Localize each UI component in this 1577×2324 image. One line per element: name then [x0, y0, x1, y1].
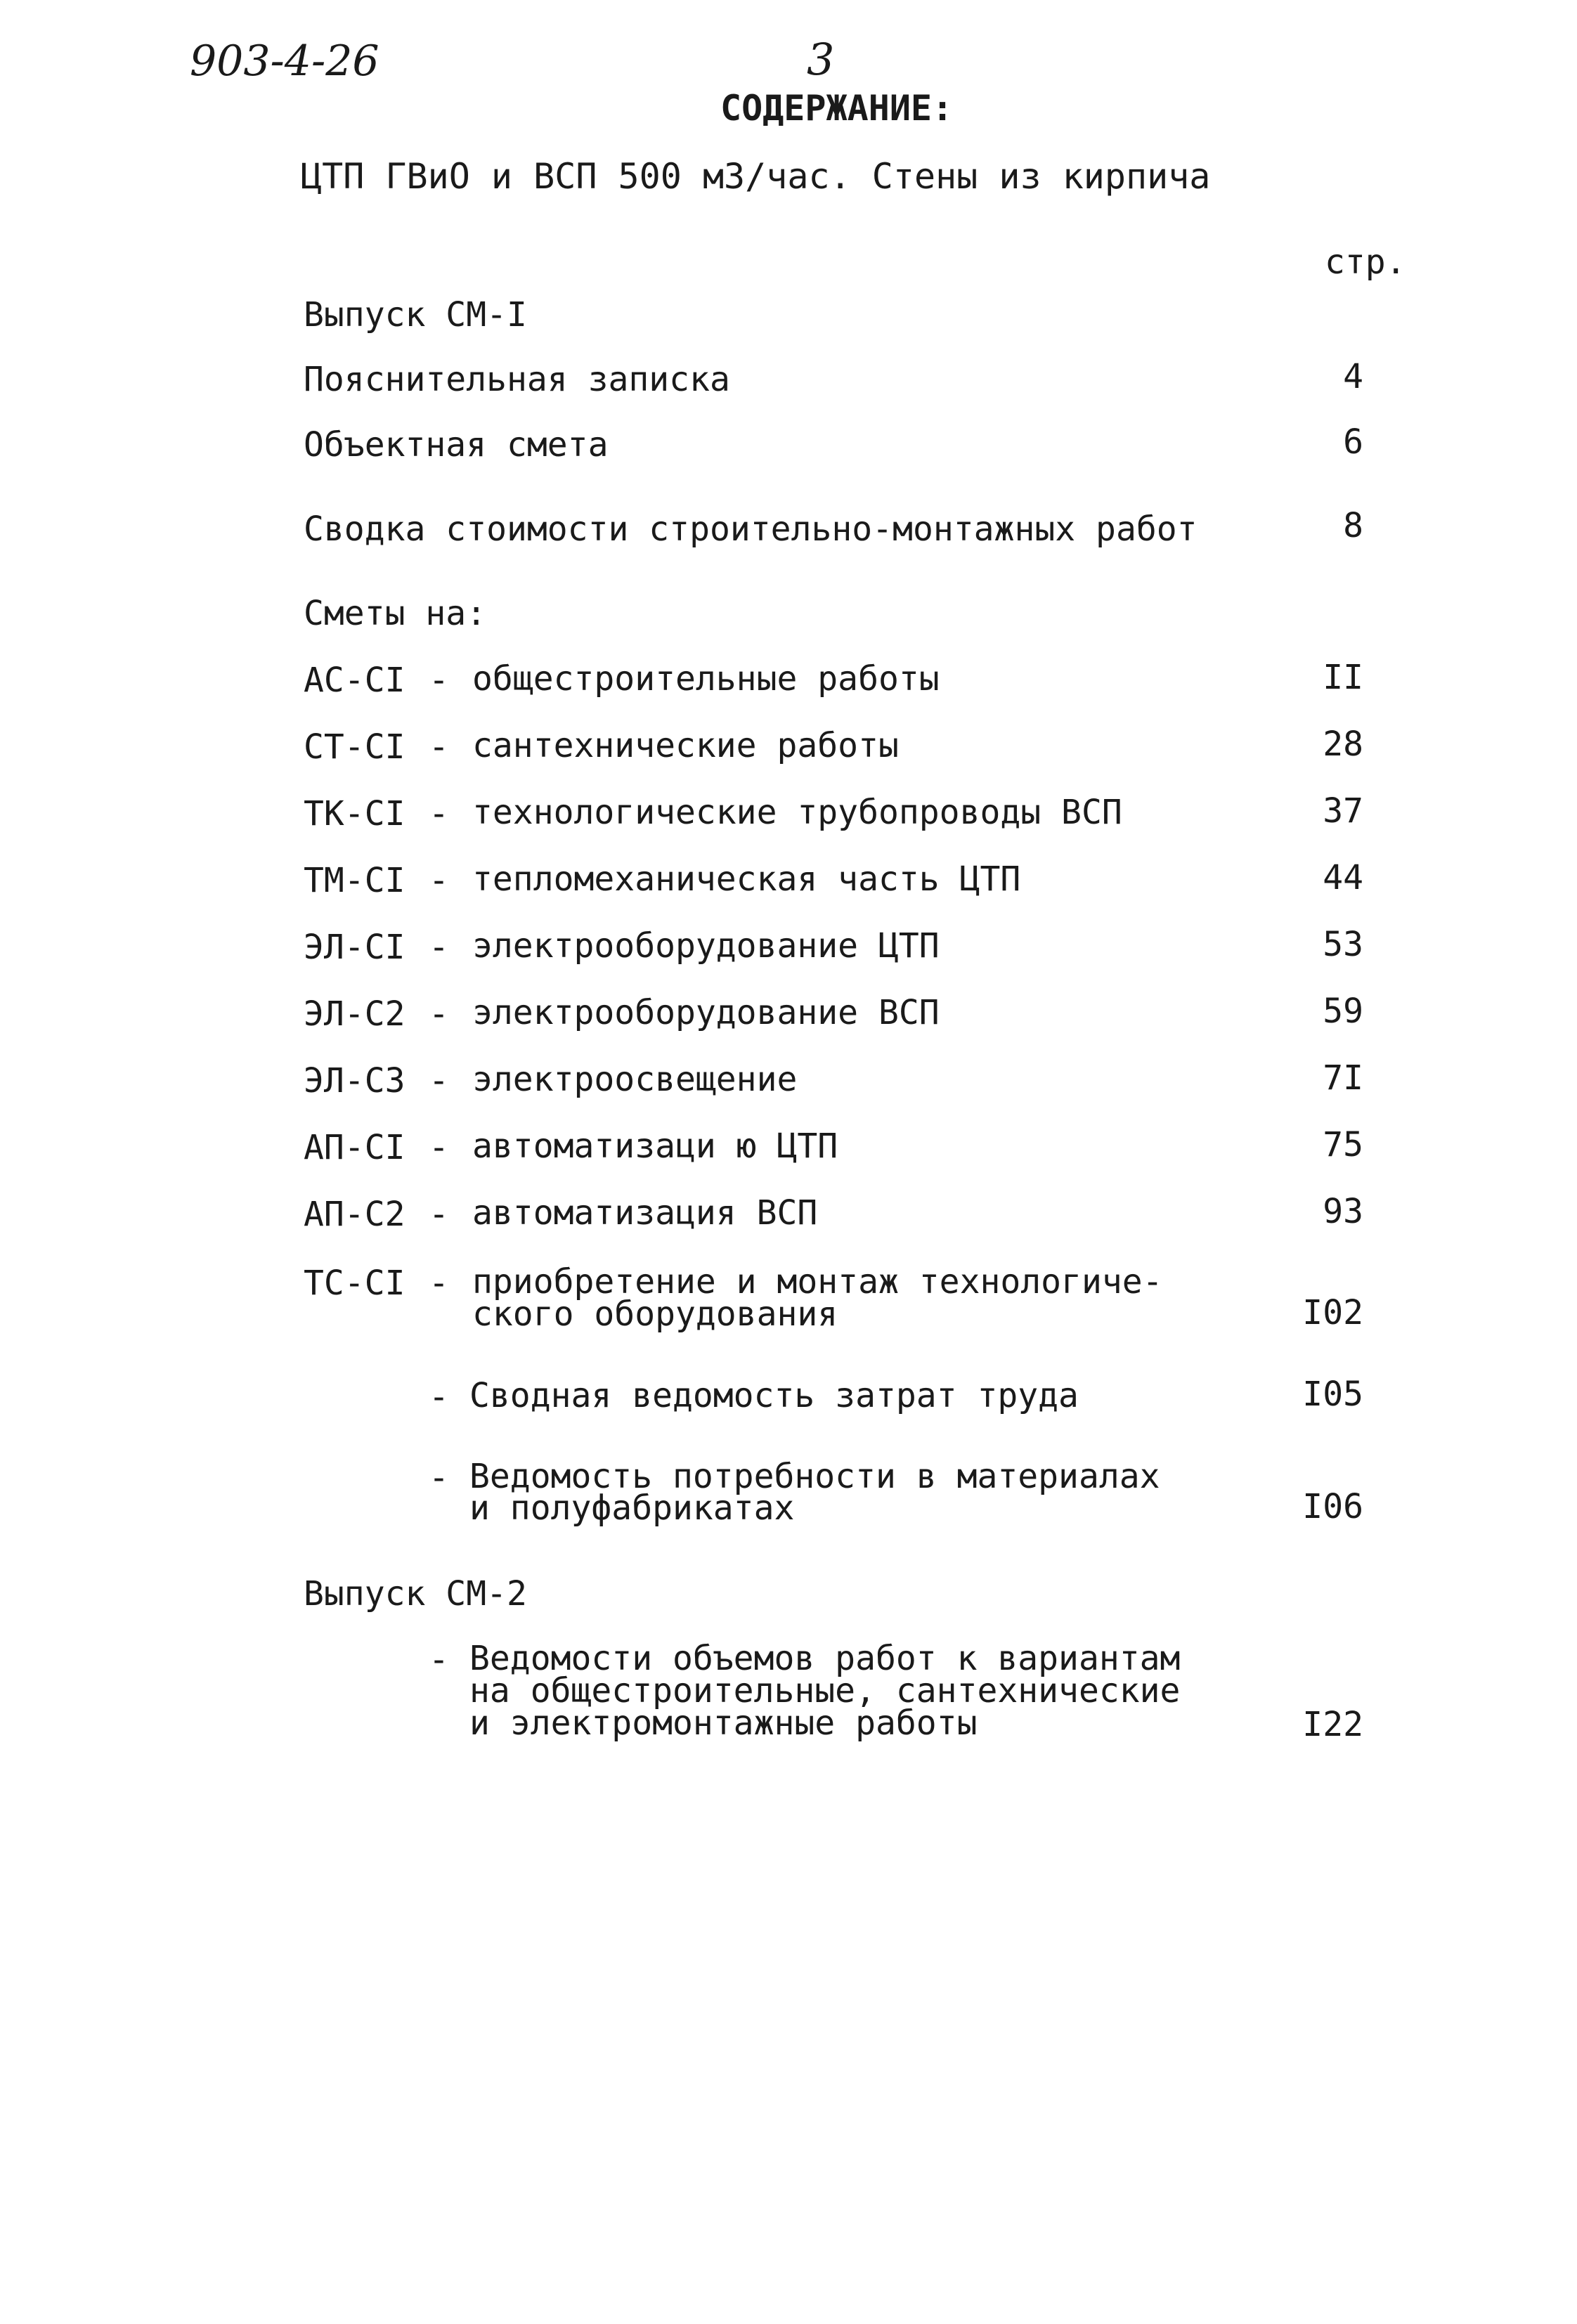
estimate-description: электрооборудование ЦТП: [472, 926, 940, 966]
estimate-description: автоматизация ВСП: [472, 1193, 818, 1233]
estimate-page: 44: [1323, 858, 1363, 897]
release-2-description-line-1: Ведомости объемов работ к вариантам: [469, 1639, 1181, 1678]
estimate-code: ТМ-СI: [304, 861, 405, 900]
estimate-code: АП-С2: [304, 1195, 405, 1234]
estimate-dash: -: [429, 1061, 449, 1101]
estimate-description: электрооборудование ВСП: [472, 993, 940, 1032]
estimate-description-line-1: приобретение и монтаж технологиче-: [472, 1262, 1163, 1301]
toc-entry-label: Сводка стоимости строительно-монтажных работ: [304, 509, 1198, 549]
summary-description-line-2: и полуфабрикатах: [469, 1488, 795, 1528]
estimate-description: общестроительные работы: [472, 659, 940, 699]
estimate-dash: -: [429, 1195, 449, 1234]
toc-entry-label: Объектная смета: [304, 425, 609, 465]
estimate-page: 59: [1323, 992, 1363, 1031]
estimates-title: Сметы на:: [304, 594, 487, 633]
estimate-code: ЭЛ-С3: [304, 1061, 405, 1101]
estimate-dash: -: [429, 1128, 449, 1167]
estimate-code: ТК-СI: [304, 794, 405, 833]
page-number: 3: [807, 34, 835, 85]
summary-description: Сводная ведомость затрат труда: [469, 1376, 1079, 1415]
estimate-description: сантехнические работы: [472, 726, 899, 765]
estimate-code: АС-СI: [304, 661, 405, 700]
estimate-code: ЭЛ-СI: [304, 928, 405, 967]
estimate-page: 7I: [1323, 1058, 1363, 1098]
release-2-dash: -: [429, 1640, 449, 1680]
estimate-page: 37: [1323, 791, 1363, 831]
summary-dash: -: [429, 1458, 449, 1498]
estimate-page: II: [1323, 658, 1363, 697]
contents-heading: СОДЕРЖАНИЕ:: [720, 88, 954, 129]
estimate-description: электроосвещение: [472, 1060, 798, 1099]
summary-page: I06: [1302, 1487, 1363, 1526]
toc-entry-page: 8: [1343, 506, 1363, 545]
estimate-code: ТС-СI: [304, 1264, 405, 1303]
estimate-dash: -: [429, 1264, 449, 1303]
summary-dash: -: [429, 1377, 449, 1417]
estimate-description: технологические трубопроводы ВСП: [472, 793, 1122, 832]
estimate-description: тепломеханическая часть ЦТП: [472, 859, 1021, 899]
release-2-page: I22: [1302, 1705, 1363, 1744]
estimate-page: 93: [1323, 1192, 1363, 1231]
estimate-description-line-2: ского оборудования: [472, 1294, 838, 1334]
toc-entry-page: 4: [1343, 357, 1363, 396]
summary-page: I05: [1302, 1375, 1363, 1414]
estimate-dash: -: [429, 727, 449, 767]
estimate-description: автоматизаци ю ЦТП: [472, 1127, 838, 1166]
estimate-page: 75: [1323, 1125, 1363, 1164]
summary-description-line-1: Ведомость потребности в материалах: [469, 1457, 1160, 1496]
release-1-title: Выпуск СМ-I: [304, 295, 527, 335]
estimate-code: ЭЛ-С2: [304, 994, 405, 1034]
release-2-description-line-2: на общестроительные, сантехнические: [469, 1671, 1181, 1710]
estimate-page: 28: [1323, 725, 1363, 764]
estimate-dash: -: [429, 661, 449, 700]
estimate-code: АП-СI: [304, 1128, 405, 1167]
page-column-label: стр.: [1325, 242, 1406, 282]
estimate-page: I02: [1302, 1293, 1363, 1332]
estimate-dash: -: [429, 861, 449, 900]
document-code: 903-4-26: [190, 37, 379, 86]
estimate-page: 53: [1323, 925, 1363, 964]
estimate-dash: -: [429, 928, 449, 967]
estimate-dash: -: [429, 794, 449, 833]
toc-entry-page: 6: [1343, 422, 1363, 462]
release-2-description-line-3: и электромонтажные работы: [469, 1703, 978, 1743]
toc-entry-label: Пояснительная записка: [304, 360, 730, 399]
estimate-code: СТ-СI: [304, 727, 405, 767]
project-subtitle: ЦТП ГВиО и ВСП 500 м3/час. Стены из кирпича: [301, 156, 1211, 197]
release-2-title: Выпуск СМ-2: [304, 1574, 527, 1614]
estimate-dash: -: [429, 994, 449, 1034]
